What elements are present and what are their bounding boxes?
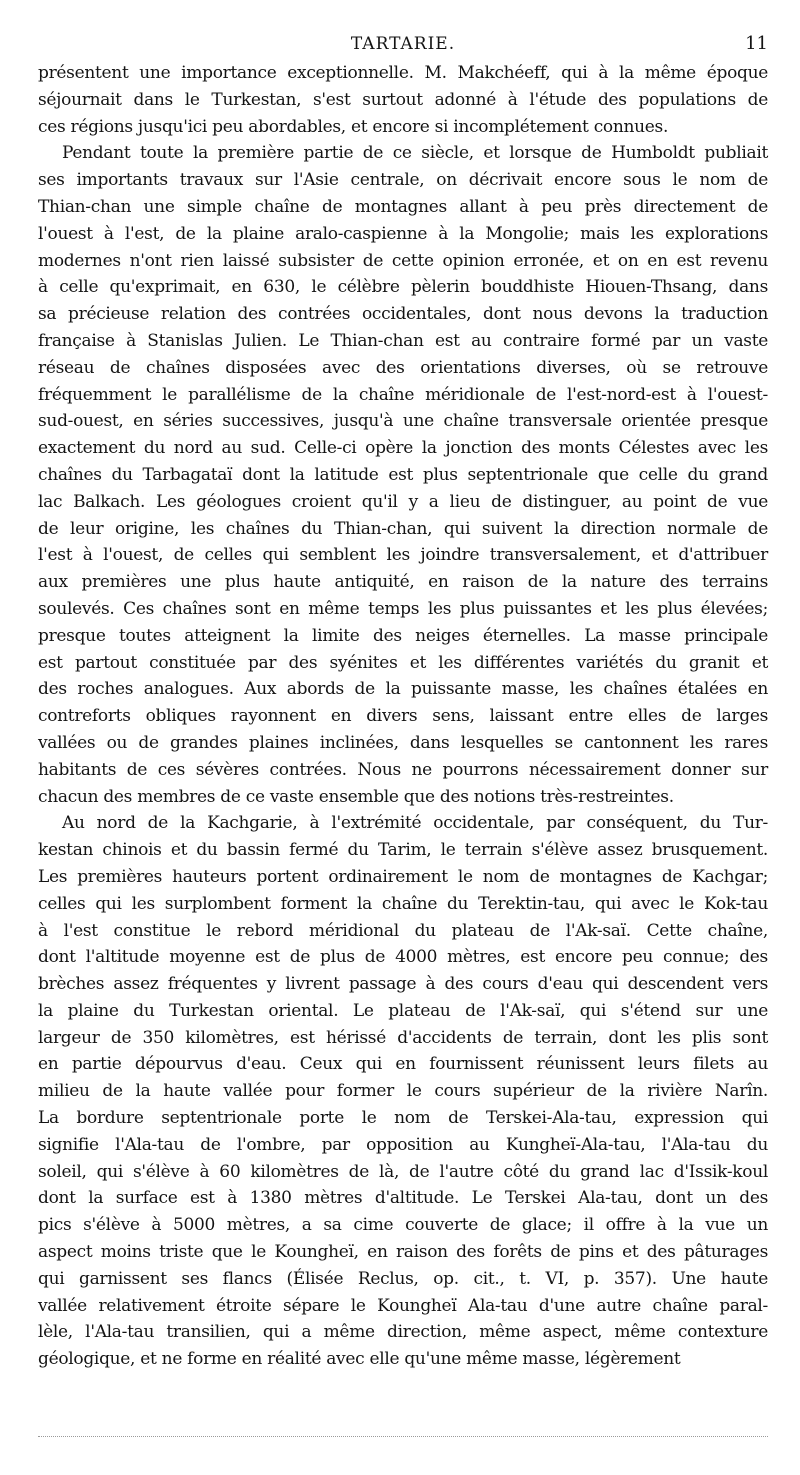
text-line: soulevés. Ces chaînes sont en même temps les plus puissantes et les plus élevées; — [38, 598, 768, 619]
paragraph-3 — [38, 810, 768, 1373]
text-line: exactement du nord au sud. Celle-ci opère la jonction des monts Célestes avec les — [38, 438, 768, 459]
text-line: l'ouest à l'est, de la plaine aralo-caspienne à la Mongolie; mais les explorations — [38, 223, 768, 244]
text-line: kestan chinois et du bassin fermé du Tarim, le terrain s'élève assez brusquement. — [38, 840, 768, 861]
text-line: Thian-chan une simple chaîne de montagnes allant à peu près directement de — [38, 196, 768, 217]
text-line: Au nord de la Kachgarie, à l'extrémité occidentale, par conséquent, du Tur- — [62, 813, 768, 834]
running-head — [38, 30, 768, 58]
text-line: à celle qu'exprimait, en 630, le célèbre pèlerin bouddhiste Hiouen-Thsang, dans — [38, 277, 768, 298]
text-line: habitants de ces sévères contrées. Nous ne pourrons nécessairement donner sur — [38, 759, 768, 780]
text-line: largeur de 350 kilomètres, est hérissé d'accidents de terrain, dont les plis sont — [38, 1027, 768, 1048]
text-line: la plaine du Turkestan oriental. Le plateau de l'Ak-saï, qui s'étend sur une — [38, 1000, 768, 1021]
text-line: contreforts obliques rayonnent en divers sens, laissant entre elles de larges — [38, 706, 768, 727]
text-line: présentent une importance exceptionnelle. M. Makchéeff, qui à la même époque — [38, 63, 768, 83]
text-line: géologique, et ne forme en réalité avec elle qu'une même masse, légèrement — [38, 1349, 681, 1370]
text-line: qui garnissent ses flancs (Élisée Reclus, op. cit., t. VI, p. 357). Une haute — [38, 1268, 768, 1289]
text-line: à l'est constitue le rebord méridional du plateau de l'Ak-saï. Cette chaîne, — [38, 920, 768, 941]
text-line: brèches assez fréquentes y livrent passage à des cours d'eau qui descendent vers — [38, 974, 768, 995]
text-line: Pendant toute la première partie de ce siècle, et lorsque de Humboldt publiait — [62, 143, 768, 164]
text-line: milieu de la haute vallée pour former le cours supérieur de la rivière Narîn. — [38, 1081, 768, 1102]
text-line: fréquemment le parallélisme de la chaîne méridionale de l'est-nord-est à l'ouest- — [38, 384, 768, 405]
text-line: La bordure septentrionale porte le nom de Terskei-Ala-tau, expression qui — [38, 1108, 768, 1129]
text-line: vallées ou de grandes plaines inclinées, dans lesquelles se cantonnent les rares — [38, 732, 768, 753]
text-line: modernes n'ont rien laissé subsister de cette opinion erronée, et on en est revenu — [38, 250, 768, 271]
text-line: presque toutes atteignent la limite des neiges éternelles. La masse principale — [38, 625, 768, 646]
body-text — [38, 60, 768, 1373]
text-line: ces régions jusqu'ici peu abordables, et encore si incomplétement connues. — [38, 116, 669, 137]
text-line: réseau de chaînes disposées avec des orientations diverses, où se retrouve — [38, 357, 768, 378]
text-line: celles qui les surplombent forment la chaîne du Terektin-tau, qui avec le Kok-tau — [38, 893, 768, 914]
text-line: dont l'altitude moyenne est de plus de 4000 mètres, est encore peu connue; des — [38, 947, 768, 968]
page-number: 11 — [745, 33, 768, 54]
text-line: est partout constituée par des syénites et les différentes variétés du granit et — [38, 652, 768, 673]
text-line: de leur origine, les chaînes du Thian-chan, qui suivent la direction normale de — [38, 518, 768, 539]
text-line: l'est à l'ouest, de celles qui semblent les joindre transversalement, et d'attribuer — [38, 545, 768, 566]
text-line: séjournait dans le Turkestan, s'est surtout adonné à l'étude des populations de — [38, 89, 768, 110]
text-line: ses importants travaux sur l'Asie centrale, on décrivait encore sous le nom de — [38, 170, 768, 191]
text-line: vallée relativement étroite sépare le Koungheï Ala-tau d'une autre chaîne paral- — [38, 1295, 768, 1316]
text-line: dont la surface est à 1380 mètres d'altitude. Le Terskei Ala-tau, dont un des — [38, 1188, 768, 1209]
text-line: lac Balkach. Les géologues croient qu'il y a lieu de distinguer, au point de vue — [38, 491, 768, 512]
text-line: pics s'élève à 5000 mètres, a sa cime couverte de glace; il offre à la vue un — [38, 1215, 768, 1236]
paragraph-2 — [38, 140, 768, 810]
text-line: signifie l'Ala-tau de l'ombre, par opposition au Kungheï-Ala-tau, l'Ala-tau du — [38, 1134, 768, 1155]
text-line: chacun des membres de ce vaste ensemble que des notions très-restreintes. — [38, 786, 674, 807]
text-line: française à Stanislas Julien. Le Thian-chan est au contraire formé par un vaste — [38, 330, 768, 351]
text-line: aspect moins triste que le Koungheï, en raison des forêts de pins et des pâturages — [38, 1242, 768, 1263]
text-line: chaînes du Tarbagataï dont la latitude est plus septentrionale que celle du grand — [38, 464, 768, 485]
text-line: sa précieuse relation des contrées occidentales, dont nous devons la traduction — [38, 304, 768, 325]
footer-rule — [38, 1436, 768, 1437]
text-line: Les premières hauteurs portent ordinairement le nom de montagnes de Kachgar; — [38, 866, 768, 887]
text-line: en partie dépourvus d'eau. Ceux qui en fournissent réunissent leurs filets au — [38, 1054, 768, 1075]
paragraph-1 — [38, 60, 768, 140]
text-line: lèle, l'Ala-tau transilien, qui a même direction, même aspect, même contexture — [38, 1322, 768, 1343]
text-line: des roches analogues. Aux abords de la puissante masse, les chaînes étalées en — [38, 679, 768, 700]
text-line: soleil, qui s'élève à 60 kilomètres de là, de l'autre côté du grand lac d'Issik-koul — [38, 1161, 768, 1182]
text-line: aux premières une plus haute antiquité, en raison de la nature des terrains — [38, 572, 768, 593]
text-line: sud-ouest, en séries successives, jusqu'à une chaîne transversale orientée presque — [38, 411, 768, 432]
running-title: TARTARIE. — [350, 34, 456, 54]
